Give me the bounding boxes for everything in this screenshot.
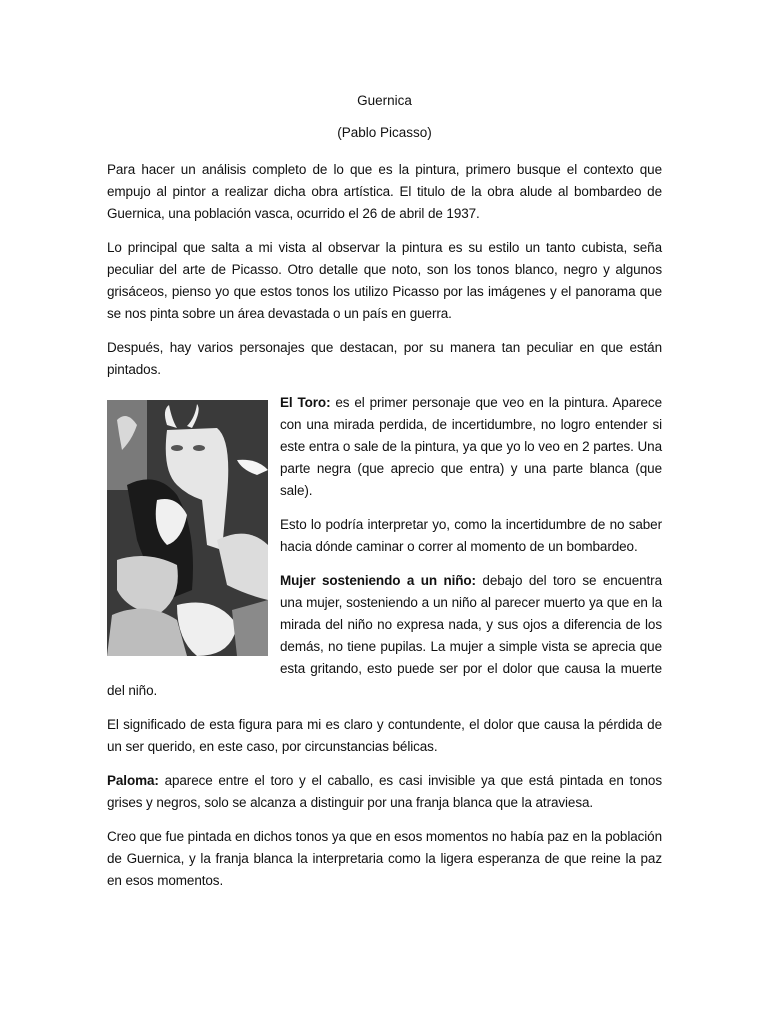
paragraph-toro-interpretation: Esto lo podría interpretar yo, como la incertidumbre de no saber hacia dónde caminar o correr al momento de un bombardeo. [280,517,662,554]
mujer-text: debajo del toro se encuentra una mujer, sosteniendo a un niño al parecer muerto ya que en la mirada del niño no expresa nada, y sus ojos a diferencia de los demás, no tiene pupilas. La mujer a simple vista se aprecia que esta gritando, esto puede ser por el dolor que causa la muerte del niño. [107,573,662,698]
toro-label: El Toro: [280,395,331,410]
paragraph-significado: El significado de esta figura para mi es claro y contundente, el dolor que causa la pérdida de un ser querido, en este caso, por circunstancias bélicas. [107,717,662,754]
paragraph-paloma [107,770,662,814]
document-title: Guernica [357,93,412,108]
guernica-painting-image [107,400,268,656]
paragraph-intro: Para hacer un análisis completo de lo que es la pintura, primero busque el contexto que empujo al pintor a realizar dicha obra artística. El titulo de la obra alude al bombardeo de Guernica, una población vasca, ocurrido el 26 de abril de 1937. [107,162,662,221]
paloma-text: aparece entre el toro y el caballo, es casi invisible ya que está pintada en tonos grises y negros, solo se alcanza a distinguir por una franja blanca que la atraviesa. [107,773,662,810]
mujer-label: Mujer sosteniendo a un niño: [280,573,476,588]
paragraph-conclusion: Creo que fue pintada en dichos tonos ya que en esos momentos no había paz en la población de Guernica, y la franja blanca la interpretaria como la ligera esperanza de que reine la paz en esos momentos. [107,829,662,888]
paragraph-style: Lo principal que salta a mi vista al observar la pintura es su estilo un tanto cubista, seña peculiar del arte de Picasso. Otro detalle que noto, son los tonos blanco, negro y algunos grisáceos, pienso yo que estos tonos los utilizo Picasso por las imágenes y el panorama que se nos pinta sobre un área devastada o un país en guerra. [107,240,662,321]
characters-section [107,392,662,714]
toro-text: es el primer personaje que veo en la pintura. Aparece con una mirada perdida, de incertidumbre, no logro entender si este entra o sale de la pintura, ya que yo lo veo en 2 partes. Una parte negra (que aprecio que entra) y una parte blanca (que sale). [280,395,662,498]
painting-image-icon [107,400,268,656]
paragraph-characters-intro: Después, hay varios personajes que destacan, por su manera tan peculiar en que están pintados. [107,340,662,377]
paloma-label: Paloma: [107,773,159,788]
document-subtitle: (Pablo Picasso) [337,125,432,140]
